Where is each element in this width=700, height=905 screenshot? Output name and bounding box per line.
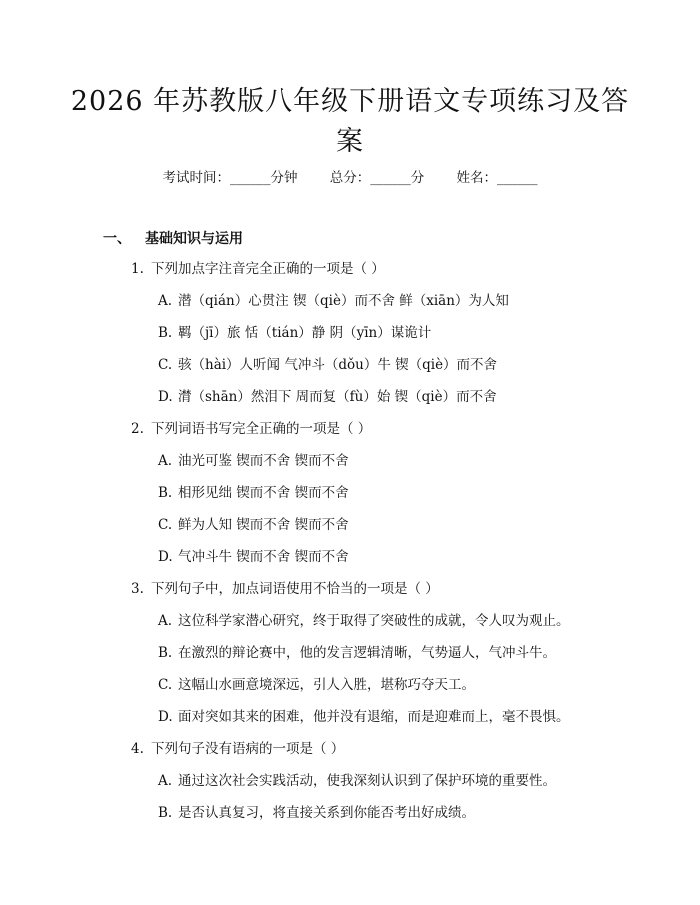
option-label: B. <box>158 325 173 341</box>
question-4-option-b <box>158 803 475 823</box>
question-1-stem <box>131 259 385 279</box>
option-text: 气冲斗牛 锲而不舍 锲而不舍 <box>178 549 349 565</box>
option-text: 面对突如其来的困难，他并没有退缩，而是迎难而上，毫不畏惧。 <box>178 709 570 725</box>
option-text: 在激烈的辩论赛中，他的发言逻辑清晰，气势逼人，气冲斗牛。 <box>178 645 556 661</box>
option-label: D. <box>158 389 173 405</box>
question-text: 下列句子没有语病的一项是（ ） <box>151 741 345 757</box>
option-label: A. <box>158 773 173 789</box>
option-text: 骇（hài）人听闻 气冲斗（dǒu）牛 锲（qiè）而不舍 <box>178 357 498 373</box>
option-label: C. <box>158 677 173 693</box>
option-label: B. <box>158 485 173 501</box>
question-2-option-a <box>158 451 349 471</box>
question-number: 4. <box>131 741 144 757</box>
section-heading <box>103 228 243 248</box>
section-number: 一、 <box>103 231 131 247</box>
option-text: 鲜为人知 锲而不舍 锲而不舍 <box>178 517 349 533</box>
option-text: 这位科学家潜心研究，终于取得了突破性的成就，令人叹为观止。 <box>178 613 570 629</box>
option-label: A. <box>158 293 173 309</box>
option-text: 相形见绌 锲而不舍 锲而不舍 <box>178 485 349 501</box>
exam-time-field: 考试时间：______分钟 <box>162 170 298 186</box>
title-line-1: 2026 年苏教版八年级下册语文专项练习及答 <box>70 86 630 117</box>
option-label: B. <box>158 805 173 821</box>
question-number: 1. <box>131 261 144 277</box>
question-text: 下列加点字注音完全正确的一项是（ ） <box>151 261 385 277</box>
question-3-option-d <box>158 707 570 727</box>
option-label: B. <box>158 645 173 661</box>
question-2-option-d <box>158 547 349 567</box>
question-3-option-c <box>158 675 475 695</box>
title-line-2: 案 <box>336 126 364 157</box>
option-text: 是否认真复习，将直接关系到你能否考出好成绩。 <box>178 805 475 821</box>
option-label: D. <box>158 709 173 725</box>
option-text: 这幅山水画意境深远，引人入胜，堪称巧夺天工。 <box>178 677 475 693</box>
question-1-option-d <box>158 387 497 407</box>
question-text: 下列词语书写完全正确的一项是（ ） <box>151 421 372 437</box>
option-text: 羁（jī）旅 恬（tián）静 阴（yīn）谋诡计 <box>178 325 432 341</box>
option-text: 通过这次社会实践活动，使我深刻认识到了保护环境的重要性。 <box>178 773 556 789</box>
option-label: A. <box>158 613 173 629</box>
option-label: D. <box>158 549 173 565</box>
page-title <box>0 82 700 162</box>
question-1-option-c <box>158 355 497 375</box>
question-2-stem <box>131 419 371 439</box>
exam-info <box>0 168 700 188</box>
question-number: 2. <box>131 421 144 437</box>
option-text: 油光可鉴 锲而不舍 锲而不舍 <box>178 453 349 469</box>
question-3-option-a <box>158 611 570 631</box>
question-3-stem <box>131 579 439 599</box>
question-text: 下列句子中，加点词语使用不恰当的一项是（ ） <box>151 581 439 597</box>
student-name-field: 姓名：______ <box>456 170 538 186</box>
option-label: A. <box>158 453 173 469</box>
question-4-stem <box>131 739 344 759</box>
option-text: 潸（shān）然泪下 周而复（fù）始 锲（qiè）而不舍 <box>178 389 497 405</box>
option-label: C. <box>158 357 173 373</box>
section-title: 基础知识与运用 <box>145 231 243 247</box>
question-1-option-b <box>158 323 431 343</box>
question-1-option-a <box>158 291 509 311</box>
option-label: C. <box>158 517 173 533</box>
question-3-option-b <box>158 643 556 663</box>
total-score-field: 总分：______分 <box>329 170 425 186</box>
question-2-option-c <box>158 515 349 535</box>
question-number: 3. <box>131 581 144 597</box>
option-text: 潜（qián）心贯注 锲（qiè）而不舍 鲜（xiān）为人知 <box>178 293 509 309</box>
question-4-option-a <box>158 771 556 791</box>
question-2-option-b <box>158 483 349 503</box>
